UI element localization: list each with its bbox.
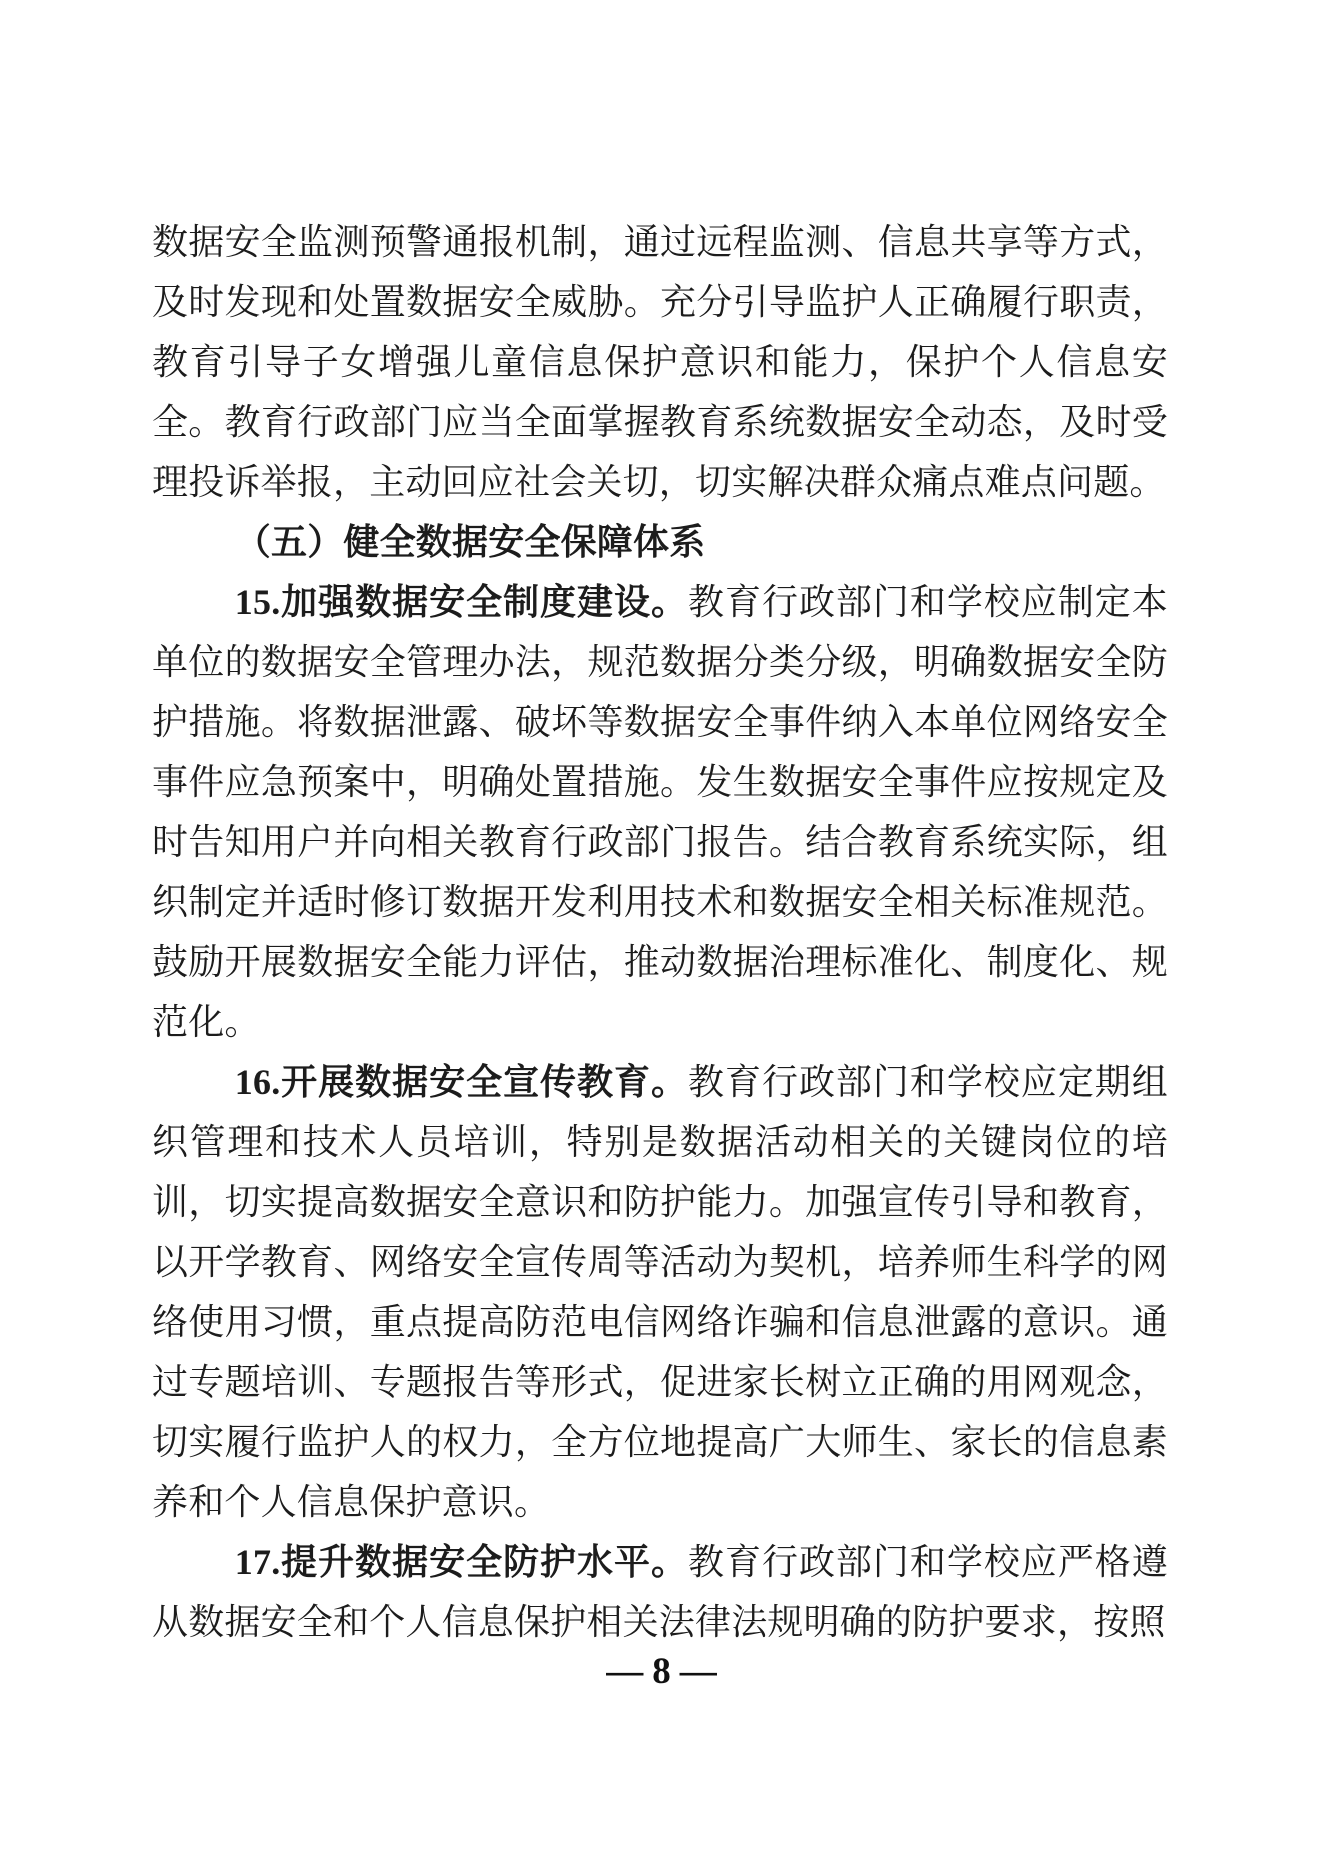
paragraph-text: 数据安全监测预警通报机制，通过远程监测、信息共享等方式，及时发现和处置数据安全威胁。充分引导监护人正确履行职责，教育引导子女增强儿童信息保护意识和能力，保护个人信息安全。教育行政部门应当全面掌握教育系统数据安全动态，及时受理投诉举报，主动回应社会关切，切实解决群众痛点难点问题。 bbox=[152, 222, 1168, 502]
paragraph-text: 教育行政部门和学校应定期组织管理和技术人员培训，特别是数据活动相关的关键岗位的培训，切实提高数据安全意识和防护能力。加强宣传引导和教育，以开学教育、网络安全宣传周等活动为契机，培养师生科学的网络使用习惯，重点提高防范电信网络诈骗和信息泄露的意识。通过专题培训、专题报告等形式，促进家长树立正确的用网观念，切实履行监护人的权力，全方位地提高广大师生、家长的信息素养和个人信息保护意识。 bbox=[152, 1062, 1168, 1522]
document-body bbox=[152, 212, 1168, 1652]
paragraph-text: 教育行政部门和学校应严格遵从数据安全和个人信息保护相关法律法规明确的防护要求，按照 bbox=[152, 1542, 1168, 1642]
paragraph bbox=[152, 1052, 1168, 1532]
paragraph-lead: 15.加强数据安全制度建设。 bbox=[234, 582, 688, 622]
paragraph-text: （五）健全数据安全保障体系 bbox=[234, 522, 706, 562]
paragraph-lead: 16.开展数据安全宣传教育。 bbox=[234, 1062, 688, 1102]
paragraph-text: 教育行政部门和学校应制定本单位的数据安全管理办法，规范数据分类分级，明确数据安全防护措施。将数据泄露、破坏等数据安全事件纳入本单位网络安全事件应急预案中，明确处置措施。发生数据安全事件应按规定及时告知用户并向相关教育行政部门报告。结合教育系统实际，组织制定并适时修订数据开发利用技术和数据安全相关标准规范。鼓励开展数据安全能力评估，推动数据治理标准化、制度化、规范化。 bbox=[152, 582, 1168, 1042]
paragraph-lead: 17.提升数据安全防护水平。 bbox=[234, 1542, 688, 1582]
paragraph bbox=[152, 212, 1168, 512]
page-number: 8 bbox=[652, 1651, 671, 1692]
footer-left-dash: — bbox=[606, 1651, 644, 1692]
paragraph bbox=[152, 572, 1168, 1052]
section-heading bbox=[152, 512, 1168, 572]
footer-right-dash: — bbox=[679, 1651, 717, 1692]
paragraph bbox=[152, 1532, 1168, 1652]
page-footer bbox=[0, 1648, 1323, 1696]
